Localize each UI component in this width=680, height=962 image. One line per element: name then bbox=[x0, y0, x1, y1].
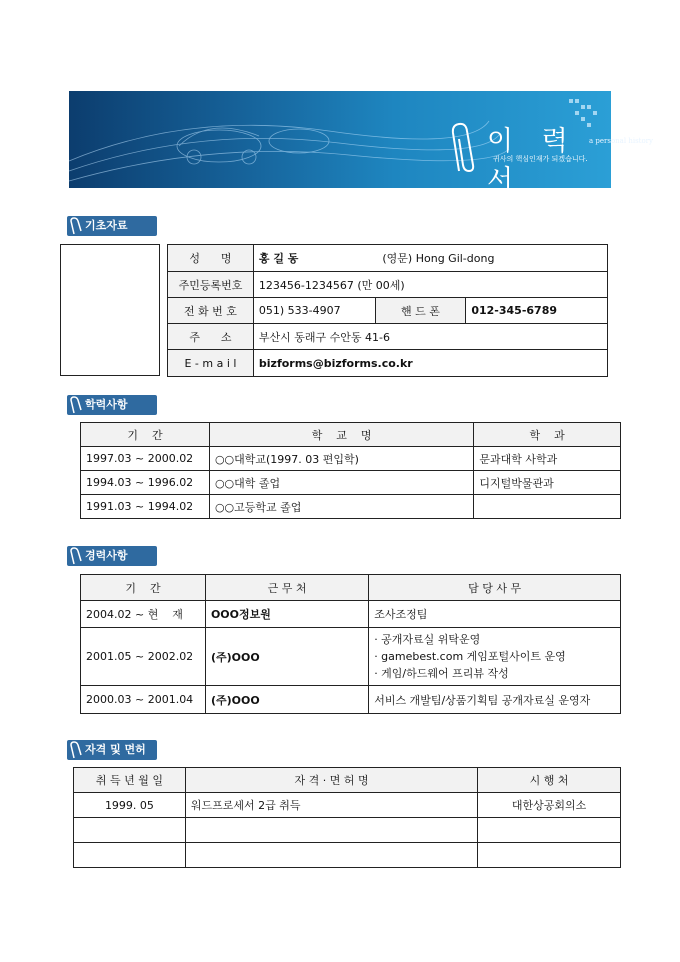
rrn-value: 123456-1234567 (만 00세) bbox=[253, 272, 607, 298]
license-name bbox=[185, 818, 477, 843]
section-education-label bbox=[67, 395, 157, 415]
resume-subtitle: a personal history bbox=[589, 137, 653, 145]
license-date bbox=[74, 843, 186, 868]
paperclip-icon bbox=[70, 217, 82, 235]
english-name-value: (영문) Hong Gil-dong bbox=[382, 252, 495, 265]
address-label: 주 소 bbox=[168, 324, 254, 350]
career-duty: · 공개자료실 위탁운영 bbox=[374, 633, 481, 646]
section-career-text: 경력사항 bbox=[85, 549, 128, 562]
license-date bbox=[74, 818, 186, 843]
license-issuer bbox=[478, 818, 621, 843]
license-name bbox=[185, 843, 477, 868]
edu-major bbox=[474, 495, 621, 519]
license-header-name: 자 격 · 면 허 명 bbox=[185, 768, 477, 793]
address-value: 부산시 동래구 수안동 41-6 bbox=[253, 324, 607, 350]
mobile-label: 핸 드 폰 bbox=[375, 298, 466, 324]
license-header-date: 취 득 년 월 일 bbox=[74, 768, 186, 793]
career-duty: · 게임/하드웨어 프리뷰 작성 bbox=[374, 667, 509, 680]
edu-major: 디지털박물관과 bbox=[474, 471, 621, 495]
section-license-label bbox=[67, 740, 157, 760]
career-period: 2004.02 ~ 현 재 bbox=[81, 601, 206, 628]
career-period: 2000.03 ~ 2001.04 bbox=[81, 686, 206, 714]
career-header-company: 근 무 처 bbox=[205, 575, 368, 601]
table-row bbox=[81, 628, 621, 686]
phone-value: 051) 533-4907 bbox=[253, 298, 375, 324]
table-row bbox=[81, 447, 621, 471]
edu-school: ○○대학교(1997. 03 편입학) bbox=[209, 447, 473, 471]
career-table bbox=[80, 574, 621, 714]
career-company: (주)OOO bbox=[205, 628, 368, 686]
table-row bbox=[74, 793, 621, 818]
section-career-label bbox=[67, 546, 157, 566]
resume-tagline: 귀사의 핵심인재가 되겠습니다. bbox=[493, 155, 588, 163]
phone-label: 전 화 번 호 bbox=[168, 298, 254, 324]
table-row bbox=[74, 818, 621, 843]
edu-header-major: 학 과 bbox=[474, 423, 621, 447]
license-date: 1999. 05 bbox=[74, 793, 186, 818]
section-education-text: 학력사항 bbox=[85, 398, 128, 411]
section-basic-text: 기초자료 bbox=[85, 219, 128, 232]
table-row bbox=[81, 471, 621, 495]
edu-school: ○○대학 졸업 bbox=[209, 471, 473, 495]
edu-period: 1994.03 ~ 1996.02 bbox=[81, 471, 210, 495]
edu-school: ○○고등학교 졸업 bbox=[209, 495, 473, 519]
license-issuer bbox=[478, 843, 621, 868]
paperclip-icon bbox=[70, 547, 82, 565]
career-company: OOO정보원 bbox=[205, 601, 368, 628]
table-row bbox=[81, 601, 621, 628]
career-header-duties: 담 당 사 무 bbox=[369, 575, 621, 601]
name-label: 성 명 bbox=[168, 245, 254, 272]
career-duty: 조사조정팀 bbox=[369, 601, 621, 628]
career-company: (주)OOO bbox=[205, 686, 368, 714]
email-value: bizforms@bizforms.co.kr bbox=[253, 350, 607, 377]
education-table bbox=[80, 422, 621, 519]
section-basic-label bbox=[67, 216, 157, 236]
edu-header-school: 학 교 명 bbox=[209, 423, 473, 447]
paperclip-icon bbox=[449, 121, 479, 176]
name-value: 홍 길 동 bbox=[258, 252, 299, 265]
header-banner bbox=[69, 91, 653, 196]
career-duty: · gamebest.com 게임포털사이트 운영 bbox=[374, 650, 566, 663]
table-row bbox=[81, 686, 621, 714]
basic-info-table bbox=[167, 244, 608, 377]
edu-header-period: 기 간 bbox=[81, 423, 210, 447]
name-cell bbox=[253, 245, 607, 272]
edu-major: 문과대학 사학과 bbox=[474, 447, 621, 471]
mobile-value: 012-345-6789 bbox=[466, 298, 608, 324]
rrn-label: 주민등록번호 bbox=[168, 272, 254, 298]
paperclip-icon bbox=[70, 741, 82, 759]
career-duties-cell bbox=[369, 628, 621, 686]
resume-title: 이 력 서 bbox=[487, 126, 578, 196]
license-issuer: 대한상공회의소 bbox=[478, 793, 621, 818]
email-label: E - m a i l bbox=[168, 350, 254, 377]
photo-placeholder bbox=[60, 244, 160, 376]
edu-period: 1997.03 ~ 2000.02 bbox=[81, 447, 210, 471]
table-row bbox=[74, 843, 621, 868]
license-name: 워드프로세서 2급 취득 bbox=[185, 793, 477, 818]
paperclip-icon bbox=[70, 396, 82, 414]
career-period: 2001.05 ~ 2002.02 bbox=[81, 628, 206, 686]
table-row bbox=[81, 495, 621, 519]
license-header-issuer: 시 행 처 bbox=[478, 768, 621, 793]
license-table bbox=[73, 767, 621, 868]
edu-period: 1991.03 ~ 1994.02 bbox=[81, 495, 210, 519]
career-header-period: 기 간 bbox=[81, 575, 206, 601]
career-duty: 서비스 개발팀/상품기획팀 공개자료실 운영자 bbox=[369, 686, 621, 714]
section-license-text: 자격 및 면허 bbox=[85, 743, 146, 756]
